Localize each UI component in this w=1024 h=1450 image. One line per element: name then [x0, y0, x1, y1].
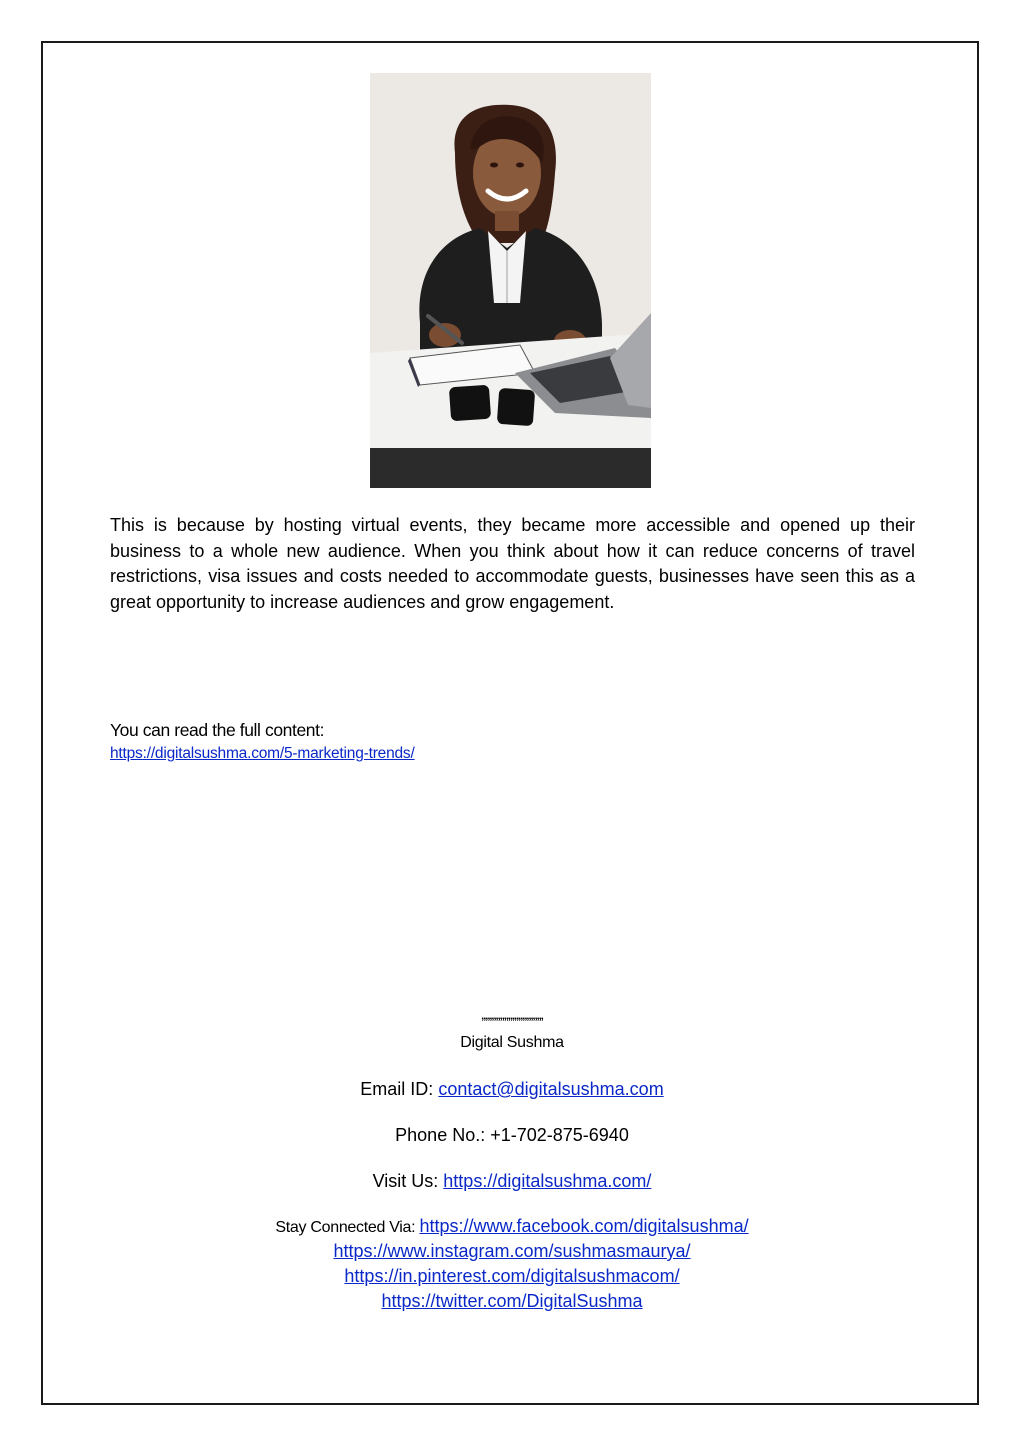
facebook-link[interactable]: https://www.facebook.com/digitalsushma/	[419, 1216, 749, 1236]
visit-label: Visit Us:	[372, 1171, 444, 1191]
stay-connected-line	[0, 1216, 1024, 1237]
woman-at-desk-with-laptop-photo	[370, 73, 651, 488]
phone-label: Phone No.:	[395, 1125, 491, 1145]
pinterest-line	[0, 1266, 1024, 1287]
pinterest-link[interactable]: https://in.pinterest.com/digitalsushmacom/	[344, 1266, 680, 1286]
twitter-link[interactable]: https://twitter.com/DigitalSushma	[381, 1291, 643, 1311]
divider: ‚‚‚‚‚‚‚‚‚‚‚‚‚‚‚‚‚‚‚‚‚‚‚‚‚‚‚‚‚‚	[481, 1010, 543, 1022]
instagram-link[interactable]: https://www.instagram.com/sushmasmaurya/	[333, 1241, 691, 1261]
email-label: Email ID:	[360, 1079, 439, 1099]
email-line	[0, 1079, 1024, 1100]
brand-name: Digital Sushma	[460, 1034, 564, 1051]
article-paragraph: This is because by hosting virtual events, they became more accessible and opened up their business to a whole new audience. When you think about how it can reduce concerns of travel restrictions, visa issues and costs needed to accommodate guests, businesses have seen this as a great opportunity to increase audiences and grow engagement.	[110, 515, 915, 612]
phone-value: +1-702-875-6940	[490, 1125, 629, 1145]
stay-connected-label: Stay Connected Via:	[275, 1219, 420, 1236]
read-more-link[interactable]: https://digitalsushma.com/5-marketing-trends/	[110, 745, 415, 762]
visit-line	[0, 1171, 1024, 1192]
twitter-line	[0, 1291, 1024, 1312]
phone-line	[0, 1125, 1024, 1146]
website-link[interactable]: https://digitalsushma.com/	[443, 1171, 652, 1191]
email-link[interactable]: contact@digitalsushma.com	[438, 1079, 664, 1099]
read-more-label: You can read the full content:	[110, 720, 325, 740]
instagram-line	[0, 1241, 1024, 1262]
